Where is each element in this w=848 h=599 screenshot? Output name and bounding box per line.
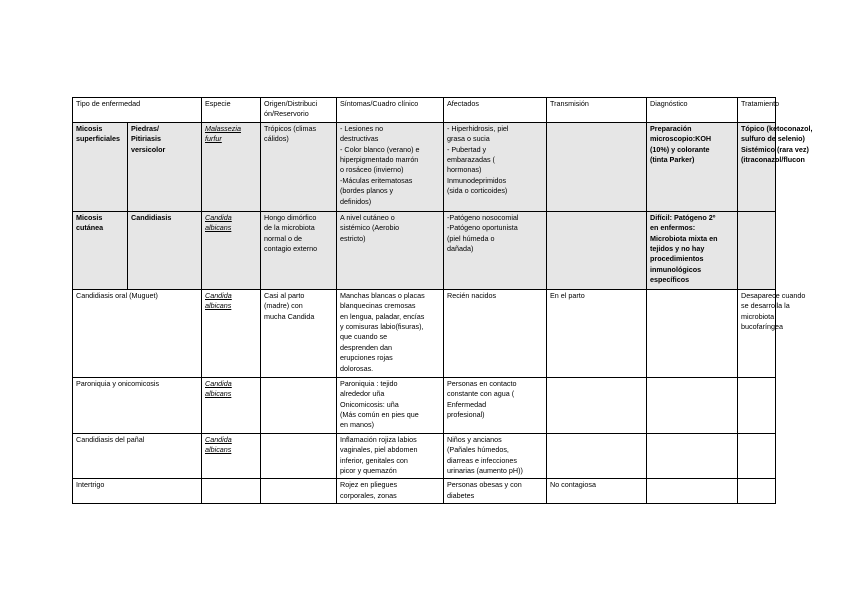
cell-symptoms [337, 122, 444, 211]
cell-symptoms-line: estricto) [340, 233, 366, 243]
cell-type-category-line: Micosis [76, 212, 103, 222]
cell-symptoms-line: dolorosas. [340, 363, 374, 373]
cell-type-line: Candidiasis del pañal [76, 434, 145, 444]
cell-origin-line: de la microbiota [264, 223, 315, 233]
header-diagnosis-text: Diagnóstico [650, 99, 688, 108]
cell-affected-line: (piel húmeda o [447, 233, 495, 243]
cell-symptoms-line: A nivel cutáneo o [340, 212, 395, 222]
cell-affected-line: hormonas) [447, 165, 482, 175]
cell-treatment [738, 211, 776, 289]
cell-transmission [547, 122, 647, 211]
cell-species-line: albicans [205, 445, 232, 455]
cell-affected [444, 122, 547, 211]
header-species-text: Especie [205, 99, 231, 108]
header-row [73, 98, 776, 123]
cell-type-category-line: cutánea [76, 223, 104, 233]
cell-affected [444, 433, 547, 479]
cell-affected-line: embarazadas ( [447, 155, 495, 165]
cell-treatment-line: Sistémico (rara vez) [741, 144, 809, 154]
cell-origin-line: Hongo dimórfico [264, 212, 317, 222]
cell-affected-line: Inmunodeprimidos [447, 175, 507, 185]
cell-symptoms-line: definidos) [340, 196, 372, 206]
cell-species [202, 211, 261, 289]
cell-symptoms-line: desprenden dan [340, 342, 392, 352]
cell-type [73, 377, 202, 433]
cell-affected-line: Personas obesas y con [447, 480, 522, 490]
cell-transmission [547, 377, 647, 433]
header-cell-symptoms [337, 98, 444, 123]
cell-type-subtype [128, 122, 202, 211]
cell-symptoms-line: en lengua, paladar, encías [340, 311, 425, 321]
cell-type [73, 479, 202, 504]
cell-diagnosis-line: procedimientos [650, 254, 704, 264]
cell-treatment-line: bucofaríngea [741, 322, 783, 332]
cell-affected-line: urinarias (aumento pH)) [447, 466, 523, 476]
cell-treatment-line: microbiota [741, 311, 775, 321]
cell-transmission [547, 433, 647, 479]
header-cell-affected [444, 98, 547, 123]
cell-origin-line: mucha Candida [264, 311, 315, 321]
cell-type-subtype-line: Pitiriasis [131, 134, 161, 144]
cell-treatment-line: se desarrolla la [741, 301, 790, 311]
cell-affected-line: - Hiperhidrosis, piel [447, 123, 509, 133]
cell-type [73, 289, 202, 377]
header-cell-origin [261, 98, 337, 123]
cell-symptoms-line: picor y quemazón [340, 466, 397, 476]
cell-type-line: Paroniquia y onicomicosis [76, 378, 160, 388]
header-type-text: Tipo de enfermedad [76, 99, 141, 108]
cell-transmission-line: En el parto [550, 290, 585, 300]
cell-diagnosis [647, 122, 738, 211]
cell-type-subtype-line: Candidiasis [131, 212, 172, 222]
cell-symptoms-line: corporales, zonas [340, 490, 397, 500]
cell-symptoms-line: alrededor uña [340, 389, 385, 399]
cell-type-subtype-line: versicolor [131, 144, 166, 154]
cell-treatment [738, 122, 813, 211]
cell-diagnosis-line: microscopio:KOH [650, 134, 712, 144]
cell-treatment-line: (itraconazol/flucon [741, 155, 805, 165]
cell-symptoms-line: vaginales, piel abdomen [340, 445, 418, 455]
cell-affected [444, 377, 547, 433]
cell-type-line: Candidiasis oral (Muguet) [76, 290, 158, 300]
cell-diagnosis [647, 289, 738, 377]
cell-species-line: Malassezia [205, 123, 241, 133]
cell-type-line: Intertrigo [76, 480, 105, 490]
header-cell-transmission [547, 98, 647, 123]
cell-diagnosis-line: Preparación [650, 123, 692, 133]
cell-type-subtype [128, 211, 202, 289]
cell-diagnosis-line: Microbiota mixta en [650, 233, 718, 243]
cell-affected-line: diarreas e infecciones [447, 455, 517, 465]
table-row [73, 433, 776, 479]
cell-symptoms-line: - Color blanco (verano) e [340, 144, 420, 154]
cell-affected-line: dañada) [447, 244, 474, 254]
cell-origin [261, 433, 337, 479]
cell-transmission [547, 289, 647, 377]
cell-affected-line: -Patógeno nosocomial [447, 212, 519, 222]
cell-origin [261, 211, 337, 289]
cell-species-line: Candida [205, 290, 232, 300]
cell-species-line: furfur [205, 134, 222, 144]
cell-type-category-line: Micosis [76, 123, 103, 133]
cell-symptoms-line: Rojez en pliegues [340, 480, 398, 490]
cell-affected-line: profesional) [447, 410, 485, 420]
cell-treatment-line: Desaparece cuando [741, 290, 806, 300]
cell-diagnosis-line: (tinta Parker) [650, 155, 695, 165]
cell-diagnosis-line: tejidos y no hay [650, 244, 705, 254]
cell-affected [444, 211, 547, 289]
cell-origin [261, 377, 337, 433]
cell-symptoms [337, 211, 444, 289]
cell-affected-line: Recién nacidos [447, 290, 497, 300]
cell-species [202, 377, 261, 433]
cell-symptoms [337, 433, 444, 479]
cell-treatment [738, 289, 806, 377]
cell-species-line: Candida [205, 212, 232, 222]
cell-symptoms-line: sistémico (Aerobio [340, 223, 400, 233]
cell-symptoms [337, 377, 444, 433]
cell-treatment [738, 377, 776, 433]
cell-affected [444, 289, 547, 377]
cell-affected-line: Personas en contacto [447, 378, 517, 388]
cell-transmission [547, 211, 647, 289]
cell-symptoms-line: Onicomicosis: uña [340, 399, 399, 409]
header-cell-diagnosis [647, 98, 738, 123]
cell-diagnosis [647, 479, 738, 504]
cell-symptoms-line: (bordes planos y [340, 186, 394, 196]
cell-affected-line: - Pubertad y [447, 144, 487, 154]
cell-symptoms-line: -Máculas eritematosas [340, 175, 413, 185]
cell-symptoms-line: en manos) [340, 420, 374, 430]
cell-affected-line: Enfermedad [447, 399, 487, 409]
cell-symptoms [337, 479, 444, 504]
cell-treatment-line: Tópico (ketoconazol, [741, 123, 813, 133]
cell-species-line: Candida [205, 378, 232, 388]
cell-type [73, 433, 202, 479]
cell-symptoms-line: Manchas blancas o placas [340, 290, 425, 300]
cell-origin-line: (madre) con [264, 301, 303, 311]
table-row [73, 211, 776, 289]
header-symptoms-text: Síntomas/Cuadro clínico [340, 99, 419, 108]
header-cell-treatment [738, 98, 780, 123]
cell-type-category [73, 211, 128, 289]
cell-origin [261, 289, 337, 377]
cell-symptoms-line: blanquecinas cremosas [340, 301, 416, 311]
header-affected-text: Afectados [447, 99, 479, 108]
cell-symptoms-line: (Más común en pies que [340, 410, 419, 420]
header-treatment-text: Tratamiento [741, 99, 780, 108]
cell-origin-line: cálidos) [264, 134, 289, 144]
cell-species [202, 289, 261, 377]
cell-diagnosis-line: específicos [650, 275, 690, 285]
cell-type-category-line: superficiales [76, 134, 120, 144]
cell-affected-line: (Pañales húmedos, [447, 445, 509, 455]
cell-diagnosis-line: inmunológicos [650, 264, 702, 274]
cell-affected-line: Niños y ancianos [447, 434, 502, 444]
cell-type-category [73, 122, 128, 211]
cell-treatment-line: sulfuro de selenio) [741, 134, 805, 144]
cell-symptoms-line: destructivas [340, 134, 379, 144]
cell-origin-line: Casi al parto [264, 290, 305, 300]
table-row [73, 377, 776, 433]
cell-species-line: albicans [205, 223, 232, 233]
cell-type-subtype-line: Piedras/ [131, 123, 159, 133]
cell-species-line: albicans [205, 301, 232, 311]
cell-diagnosis [647, 377, 738, 433]
cell-affected [444, 479, 547, 504]
disease-table [72, 97, 813, 504]
header-cell-species [202, 98, 261, 123]
cell-origin-line: contagio externo [264, 244, 318, 254]
cell-symptoms-line: - Lesiones no [340, 123, 384, 133]
cell-species [202, 433, 261, 479]
cell-symptoms-line: que cuando se [340, 332, 388, 342]
cell-species [202, 479, 261, 504]
header-origin-text: Origen/Distribuci ón/Reservorio [264, 99, 318, 119]
cell-species-line: Candida [205, 434, 232, 444]
cell-symptoms-line: Paroniquia : tejido [340, 378, 398, 388]
cell-symptoms-line: hiperpigmentado marrón [340, 155, 419, 165]
cell-transmission-line: No contagiosa [550, 480, 596, 490]
cell-origin [261, 479, 337, 504]
cell-origin [261, 122, 337, 211]
header-cell-type [73, 98, 202, 123]
cell-diagnosis-line: en enfermos: [650, 223, 696, 233]
cell-treatment [738, 479, 776, 504]
cell-symptoms [337, 289, 444, 377]
table-row [73, 289, 776, 377]
cell-affected-line: (sida o corticoides) [447, 186, 508, 196]
cell-diagnosis-line: Difícil: Patógeno 2º [650, 212, 716, 222]
cell-species-line: albicans [205, 389, 232, 399]
cell-diagnosis [647, 211, 738, 289]
header-transmission-text: Transmisión [550, 99, 589, 108]
cell-origin-line: Trópicos (climas [264, 123, 317, 133]
table-row [73, 122, 776, 211]
cell-origin-line: normal o de [264, 233, 302, 243]
cell-symptoms-line: y comisuras labio(fisuras), [340, 322, 424, 332]
cell-diagnosis-line: (10%) y colorante [650, 144, 710, 154]
cell-affected-line: grasa o sucia [447, 134, 490, 144]
cell-affected-line: constante con agua ( [447, 389, 515, 399]
cell-treatment [738, 433, 776, 479]
cell-affected-line: diabetes [447, 490, 475, 500]
table-row [73, 479, 776, 504]
cell-diagnosis [647, 433, 738, 479]
cell-species [202, 122, 261, 211]
cell-symptoms-line: Inflamación rojiza labios [340, 434, 417, 444]
cell-transmission [547, 479, 647, 504]
cell-symptoms-line: erupciones rojas [340, 353, 393, 363]
cell-symptoms-line: o rosáceo (invierno) [340, 165, 404, 175]
cell-symptoms-line: inferior, genitales con [340, 455, 408, 465]
cell-affected-line: -Patógeno oportunista [447, 223, 518, 233]
